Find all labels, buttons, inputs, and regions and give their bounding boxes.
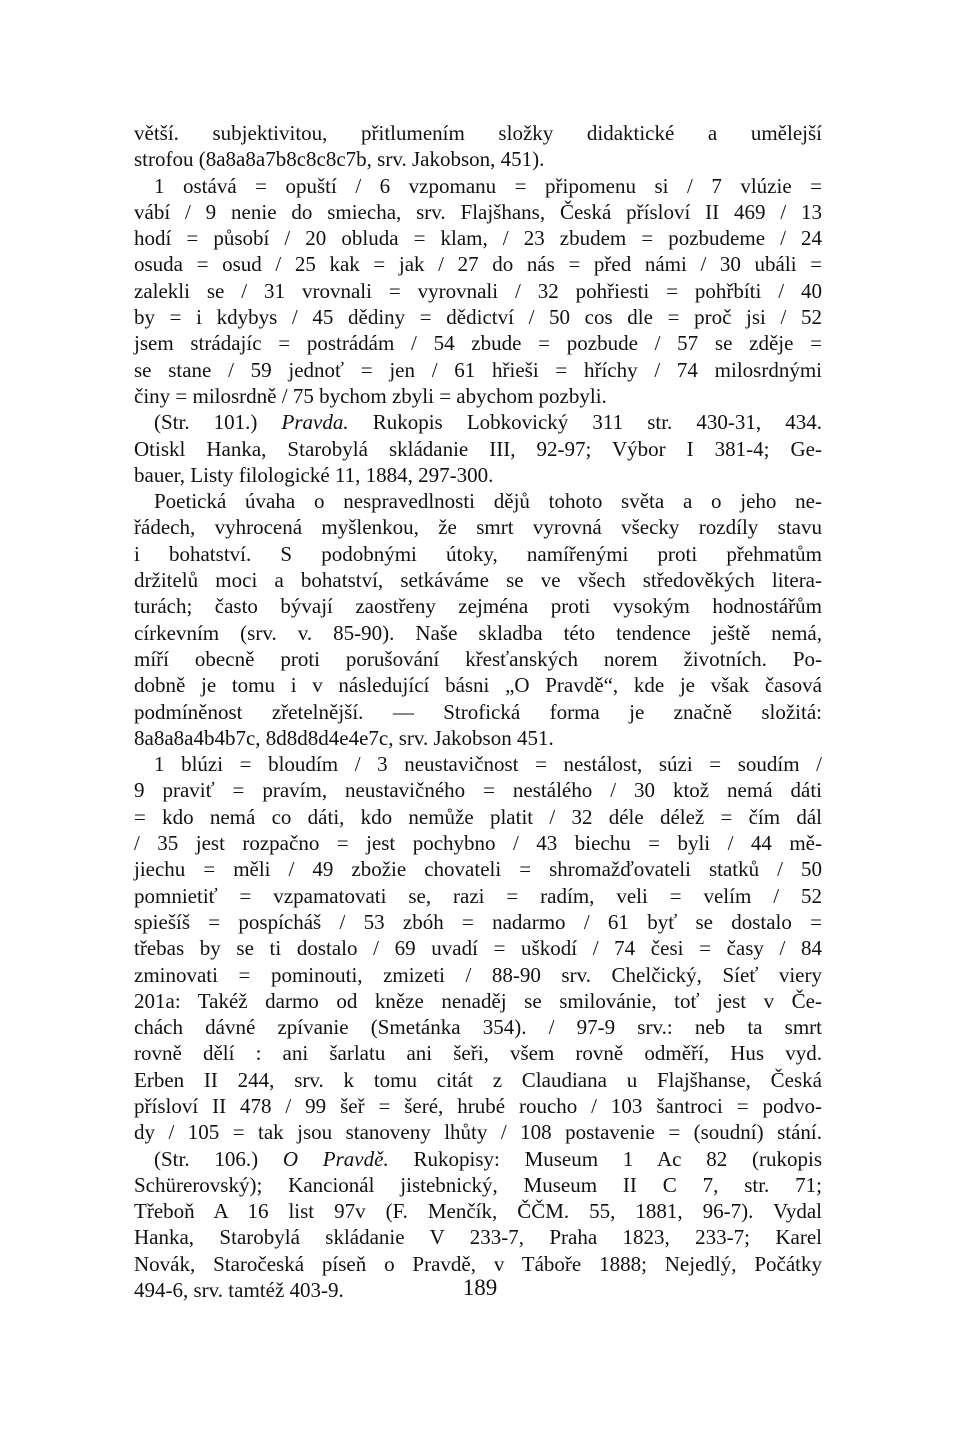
text-segment: rovně dělí : ani šarlatu ani šeři, všem rovně odměří, Hus vyd. <box>134 1041 822 1066</box>
text-line <box>134 278 822 304</box>
text-line <box>134 804 822 830</box>
text-line <box>134 146 822 172</box>
text-line <box>134 699 822 725</box>
text-segment: 8a8a8a4b4b7c, 8d8d8d4e4e7c, srv. Jakobson 451. <box>134 725 554 750</box>
text-line <box>134 173 822 199</box>
text-segment: osuda = osud / 25 kak = jak / 27 do nás = před námi / 30 ubáli = <box>134 252 822 277</box>
text-segment: zalekli se / 31 vrovnali = vyrovnali / 32 pohřiesti = pohřbíti / 40 <box>134 278 822 303</box>
text-segment: jiechu = měli / 49 zbožie chovateli = shromažďovateli statků / 50 <box>134 857 822 882</box>
text-line <box>134 567 822 593</box>
text-segment: větší. subjektivitou, přitlumením složky didaktické a umělejší <box>134 121 822 145</box>
text-segment: Erben II 244, srv. k tomu citát z Claudiana u Flajšhanse, Česká <box>134 1067 822 1092</box>
text-line <box>134 225 822 251</box>
text-segment: zminovati = pominouti, zmizeti / 88-90 srv. Chelčický, Síeť viery <box>134 962 822 987</box>
text-line <box>134 1146 822 1172</box>
text-line <box>134 830 822 856</box>
text-segment: činy = milosrdně / 75 bychom zbyli = abychom pozbyli. <box>134 383 607 408</box>
text-segment: strofou (8a8a8a7b8c8c8c7b, srv. Jakobson, 451). <box>134 147 545 172</box>
text-line <box>134 357 822 383</box>
text-line <box>134 251 822 277</box>
text-line <box>134 593 822 619</box>
text-line <box>134 1172 822 1198</box>
text-line <box>134 488 822 514</box>
text-line <box>134 988 822 1014</box>
text-segment: 1 ostává = opuští / 6 vzpomanu = připomenu si / 7 vlúzie = <box>154 173 822 198</box>
text-segment: Otiskl Hanka, Starobylá skládanie III, 92-97; Výbor I 381-4; Ge- <box>134 436 822 461</box>
text-segment: Třeboň A 16 list 97v (F. Menčík, ČČM. 55, 1881, 96-7). Vydal <box>134 1199 822 1224</box>
text-line <box>134 751 822 777</box>
text-segment: Rukopis Lobkovický 311 str. 430-31, 434. <box>348 410 822 435</box>
text-line <box>134 1119 822 1145</box>
text-segment: i bohatství. S podobnými útoky, namířenými proti přehmatům <box>134 541 822 566</box>
text-segment: (Str. 101.) <box>154 410 282 435</box>
text-line <box>134 883 822 909</box>
text-segment: držitelů moci a bohatství, setkáváme se ve všech středověkých litera- <box>134 568 822 593</box>
text-line <box>134 856 822 882</box>
text-segment: dy / 105 = tak jsou stanoveny lhůty / 108 postavenie = (soudní) stání. <box>134 1120 822 1145</box>
text-line <box>134 120 822 146</box>
text-segment: jsem strádajíc = postrádám / 54 zbude = pozbude / 57 se zděje = <box>134 331 822 356</box>
text-line <box>134 1093 822 1119</box>
text-line <box>134 646 822 672</box>
text-segment: se stane / 59 jednoť = jen / 61 hřieši = hříchy / 74 milosrdnými <box>134 357 822 382</box>
text-segment: třebas by se ti dostalo / 69 uvadí = uškodí / 74 česi = časy / 84 <box>134 936 822 961</box>
text-segment: = kdo nemá co dáti, kdo nemůže platit / 32 déle délež = čím dál <box>134 804 822 829</box>
text-segment: 9 praviť = pravím, neustavičného = nestálého / 30 ktož nemá dáti <box>134 778 822 803</box>
text-segment: spiešíš = pospícháš / 53 zbóh = nadarmo / 61 byť se dostalo = <box>134 909 822 934</box>
text-line <box>134 330 822 356</box>
text-segment: pomnietiť = vzpamatovati se, razi = radím, veli = velím / 52 <box>134 883 822 908</box>
text-segment: 494-6, srv. tamtéž 403-9. <box>134 1278 344 1303</box>
text-segment: míří obecně proti porušování křesťanských norem životních. Po- <box>134 646 822 671</box>
text-line <box>134 620 822 646</box>
text-segment: 1 blúzi = bloudím / 3 neustavičnost = nestálost, súzi = soudím / <box>154 752 822 777</box>
text-line <box>134 909 822 935</box>
italic-title: O Pravdě. <box>282 1146 389 1171</box>
text-segment: Poetická úvaha o nespravedlnosti dějů tohoto světa a o jeho ne- <box>154 489 822 514</box>
text-line <box>134 436 822 462</box>
text-segment: dobně je tomu i v následující básni „O Pravdě“, kde je však časová <box>134 673 822 698</box>
text-segment: Hanka, Starobylá skládanie V 233-7, Praha 1823, 233-7; Karel <box>134 1225 822 1250</box>
text-segment: hodí = působí / 20 obluda = klam, / 23 zbudem = pozbudeme / 24 <box>134 226 822 251</box>
text-segment: by = i kdybys / 45 dědiny = dědictví / 50 cos dle = proč jsi / 52 <box>134 305 822 330</box>
text-line <box>134 1251 822 1277</box>
text-line <box>134 1198 822 1224</box>
text-line <box>134 383 822 409</box>
text-line <box>134 541 822 567</box>
text-segment: vábí / 9 nenie do smiecha, srv. Flajšhans, Česká přísloví II 469 / 13 <box>134 199 822 224</box>
text-segment: podmíněnost zřetelnější. — Strofická forma je značně složitá: <box>134 699 822 724</box>
text-line <box>134 1224 822 1250</box>
text-segment: přísloví II 478 / 99 šeř = šeré, hrubé roucho / 103 šantroci = podvo- <box>134 1093 822 1118</box>
text-segment: chách dávné zpívanie (Smetánka 354). / 97-9 srv.: neb ta smrt <box>134 1015 822 1040</box>
text-line <box>134 409 822 435</box>
text-segment: / 35 jest rozpačno = jest pochybno / 43 biechu = byli / 44 mě- <box>134 831 822 856</box>
italic-title: Pravda. <box>281 410 349 435</box>
text-segment: Rukopisy: Museum 1 Ac 82 (rukopis <box>388 1146 822 1171</box>
text-line <box>134 1014 822 1040</box>
text-line <box>134 962 822 988</box>
text-line <box>134 1067 822 1093</box>
text-segment: Schürerovský); Kancionál jistebnický, Museum II C 7, str. 71; <box>134 1172 822 1197</box>
text-line <box>134 777 822 803</box>
text-segment: Novák, Staročeská píseň o Pravdě, v Táboře 1888; Nejedlý, Počátky <box>134 1251 822 1276</box>
text-line <box>134 672 822 698</box>
text-line <box>134 514 822 540</box>
text-line <box>134 935 822 961</box>
text-segment: 201a: Takéž darmo od kněze nenaděj se smilovánie, toť jest v Če- <box>134 988 822 1013</box>
body-text <box>134 120 822 1303</box>
text-segment: bauer, Listy filologické 11, 1884, 297-300. <box>134 462 494 487</box>
text-segment: (Str. 106.) <box>154 1146 283 1171</box>
text-line <box>134 725 822 751</box>
text-line <box>134 199 822 225</box>
text-line <box>134 1040 822 1066</box>
text-segment: řádech, vyhrocená myšlenkou, že smrt vyrovná všecky rozdíly stavu <box>134 515 822 540</box>
text-segment: turách; často bývají zaostřeny zejména proti vysokým hodnostářům <box>134 594 822 619</box>
text-line <box>134 462 822 488</box>
text-segment: církevním (srv. v. 85-90). Naše skladba této tendence ještě nemá, <box>134 620 822 645</box>
page-number: 189 <box>462 1275 498 1300</box>
text-line <box>134 304 822 330</box>
